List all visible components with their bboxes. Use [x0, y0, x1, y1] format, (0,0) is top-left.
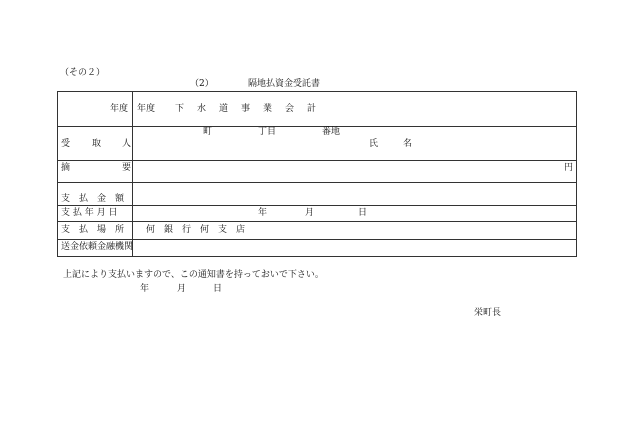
payee-label-char-1: 受: [61, 139, 71, 149]
form-title: 隔地払資金受託書: [248, 79, 321, 89]
remit-institution-label: 送金依頼金融機関: [61, 242, 134, 252]
form-number: （2）: [190, 79, 214, 89]
column-divider: [132, 92, 133, 256]
summary-label-char-1: 摘: [61, 163, 71, 173]
payee-label-char-2: 取: [92, 139, 102, 149]
row-divider: [58, 160, 576, 161]
row-divider: [58, 205, 576, 206]
fiscal-year-label: 年度: [110, 104, 129, 114]
summary-label-char-2: 要: [122, 163, 132, 173]
payment-place-value: 何 銀 行 何 支 店: [146, 225, 246, 235]
payee-name-char-1: 氏: [369, 139, 379, 149]
payee-label-char-3: 人: [122, 139, 132, 149]
sub-label: （その２）: [60, 68, 106, 78]
payee-chome: 丁目: [258, 127, 277, 137]
form-table: [57, 91, 577, 257]
payment-amount-label: 支 払 金 額: [61, 194, 125, 204]
payment-date-month: 月: [305, 208, 315, 218]
row-divider: [58, 126, 576, 127]
footer-month: 月: [177, 284, 187, 294]
payment-date-year: 年: [258, 208, 268, 218]
fiscal-year-account: 下 水 道 事 業 会 計: [175, 104, 319, 114]
payment-place-label: 支 払 場 所: [61, 225, 125, 235]
footer-day: 日: [213, 284, 223, 294]
fiscal-year-prefix: 年度: [137, 104, 156, 114]
payee-town: 町: [203, 127, 213, 137]
payee-name-char-2: 名: [403, 139, 413, 149]
row-divider: [58, 182, 576, 183]
signatory: 栄町長: [474, 308, 502, 318]
footer-year: 年: [140, 284, 150, 294]
payment-date-day: 日: [358, 208, 368, 218]
summary-yen-unit: 円: [564, 163, 574, 173]
row-divider: [58, 221, 576, 222]
row-divider: [58, 239, 576, 240]
footer-notice: 上記により支払いますので、この通知書を持っておいで下さい。: [63, 270, 324, 280]
payment-date-label: 支 払 年 月 日: [61, 208, 118, 218]
payee-banchi: 番地: [322, 127, 341, 137]
